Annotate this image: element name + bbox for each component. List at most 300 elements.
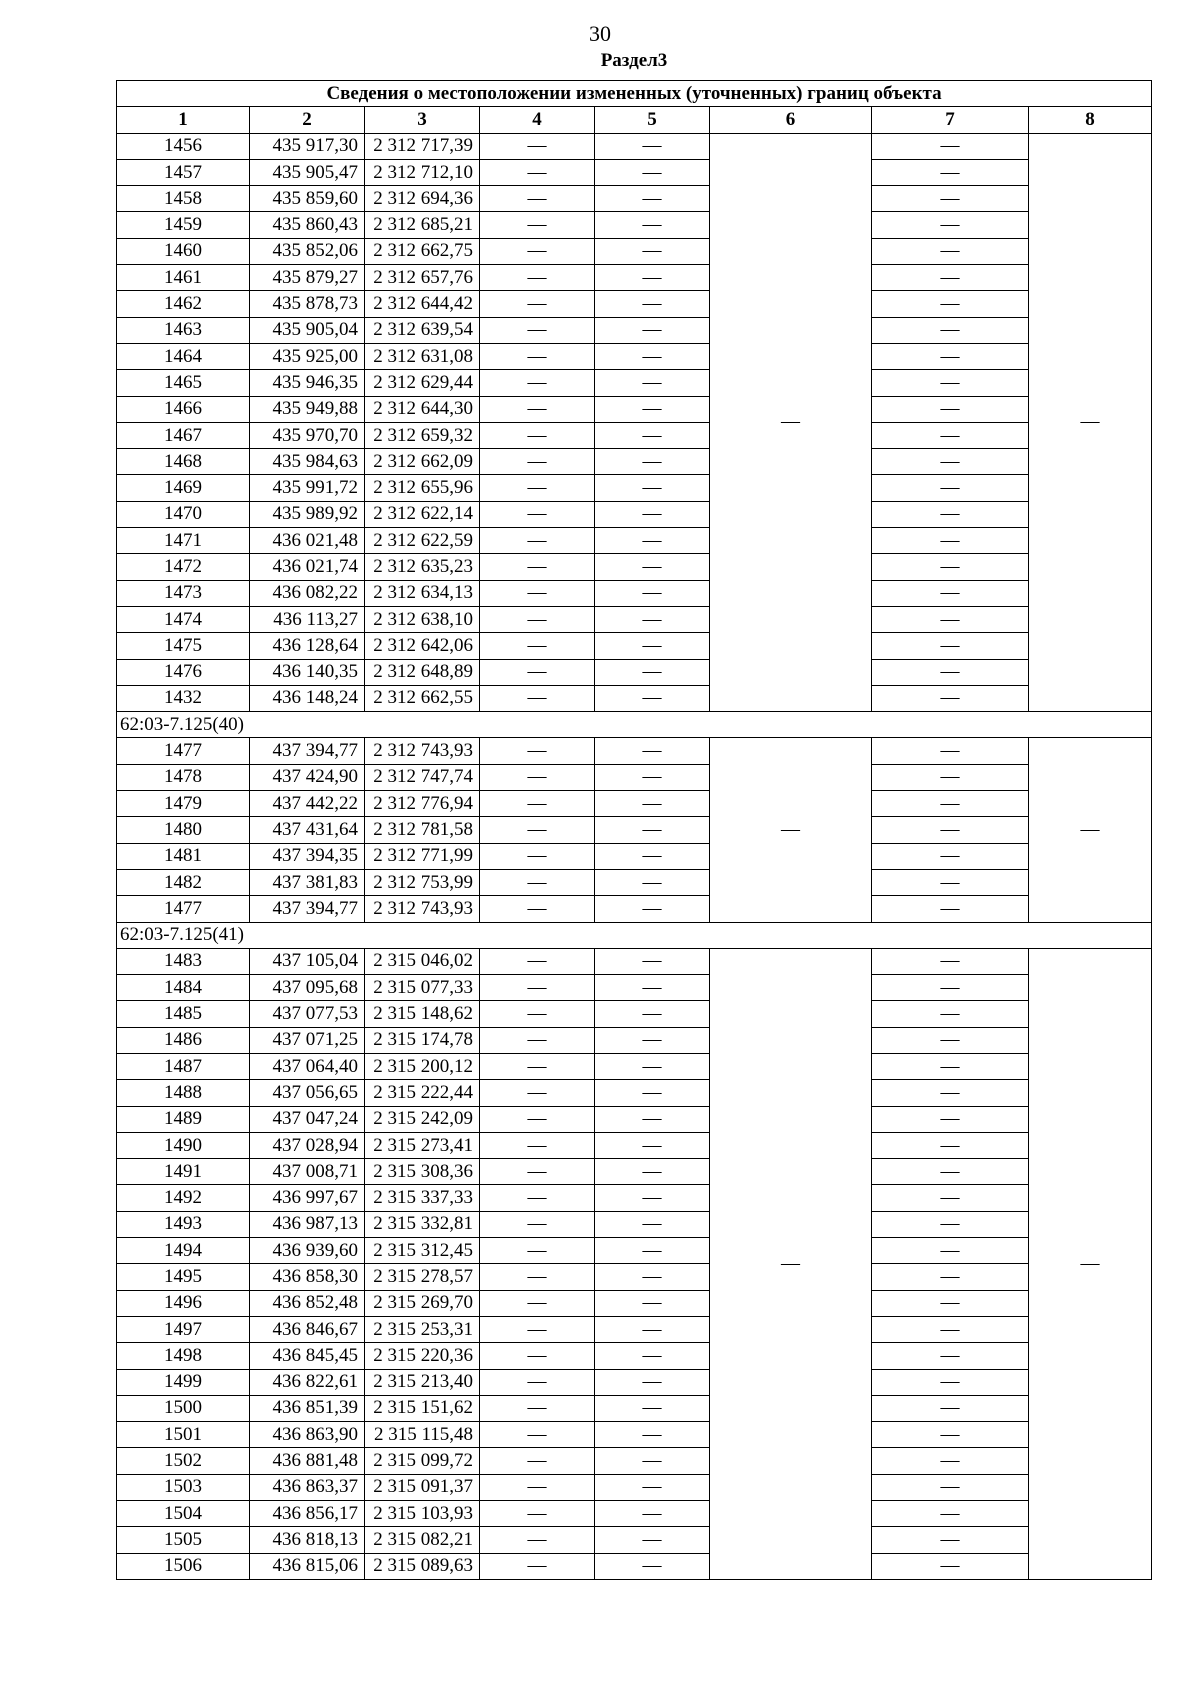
col7-dash-cell: — — [872, 764, 1029, 790]
coordinate-x-cell: 435 917,30 — [250, 133, 365, 159]
table-row — [117, 1422, 1152, 1448]
coordinate-y-cell: 2 315 312,45 — [365, 1238, 480, 1264]
coordinate-x-cell: 436 113,27 — [250, 606, 365, 632]
col7-dash-cell: — — [872, 1053, 1029, 1079]
col5-dash-cell: — — [595, 1211, 710, 1237]
col4-dash-cell: — — [480, 1001, 595, 1027]
col4-dash-cell: — — [480, 528, 595, 554]
coordinate-x-cell: 437 064,40 — [250, 1053, 365, 1079]
coordinate-x-cell: 436 881,48 — [250, 1448, 365, 1474]
col5-dash-cell: — — [595, 554, 710, 580]
point-number-cell: 1489 — [117, 1106, 250, 1132]
coordinate-x-cell: 436 818,13 — [250, 1527, 365, 1553]
col7-dash-cell: — — [872, 659, 1029, 685]
table-row — [117, 1080, 1152, 1106]
col7-dash-cell: — — [872, 1080, 1029, 1106]
coordinate-x-cell: 436 846,67 — [250, 1316, 365, 1342]
column-header-3: 3 — [365, 107, 480, 133]
col4-dash-cell: — — [480, 1132, 595, 1158]
coordinate-y-cell: 2 315 308,36 — [365, 1159, 480, 1185]
coordinate-y-cell: 2 312 662,55 — [365, 685, 480, 711]
col7-dash-cell: — — [872, 475, 1029, 501]
coordinate-y-cell: 2 312 648,89 — [365, 659, 480, 685]
point-number-cell: 1432 — [117, 685, 250, 711]
col4-dash-cell: — — [480, 975, 595, 1001]
point-number-cell: 1469 — [117, 475, 250, 501]
col4-dash-cell: — — [480, 1159, 595, 1185]
col4-dash-cell: — — [480, 212, 595, 238]
col4-dash-cell: — — [480, 1053, 595, 1079]
point-number-cell: 1471 — [117, 528, 250, 554]
col5-dash-cell: — — [595, 396, 710, 422]
col4-dash-cell: — — [480, 291, 595, 317]
col7-dash-cell: — — [872, 1106, 1029, 1132]
col5-dash-cell: — — [595, 1027, 710, 1053]
col7-dash-cell: — — [872, 396, 1029, 422]
point-number-cell: 1498 — [117, 1343, 250, 1369]
col5-dash-cell: — — [595, 896, 710, 922]
coordinate-y-cell: 2 315 174,78 — [365, 1027, 480, 1053]
coordinate-y-cell: 2 312 642,06 — [365, 633, 480, 659]
col8-merged-dash-cell: — — [1029, 738, 1152, 922]
col5-dash-cell: — — [595, 1316, 710, 1342]
table-row — [117, 1159, 1152, 1185]
col6-merged-dash-cell: — — [710, 133, 872, 712]
table-row — [117, 1132, 1152, 1158]
col7-dash-cell: — — [872, 449, 1029, 475]
coordinate-y-cell: 2 312 635,23 — [365, 554, 480, 580]
coordinate-x-cell: 435 925,00 — [250, 343, 365, 369]
col7-dash-cell: — — [872, 554, 1029, 580]
point-number-cell: 1506 — [117, 1553, 250, 1579]
col7-dash-cell: — — [872, 1501, 1029, 1527]
col5-dash-cell: — — [595, 764, 710, 790]
col4-dash-cell: — — [480, 1264, 595, 1290]
col7-dash-cell: — — [872, 212, 1029, 238]
table-row — [117, 1527, 1152, 1553]
coordinate-x-cell: 436 863,90 — [250, 1422, 365, 1448]
col7-dash-cell: — — [872, 1027, 1029, 1053]
col5-dash-cell: — — [595, 1264, 710, 1290]
point-number-cell: 1499 — [117, 1369, 250, 1395]
table-row — [117, 580, 1152, 606]
table-row — [117, 869, 1152, 895]
col5-dash-cell: — — [595, 606, 710, 632]
coordinate-y-cell: 2 315 077,33 — [365, 975, 480, 1001]
coordinate-y-cell: 2 315 046,02 — [365, 948, 480, 974]
col4-dash-cell: — — [480, 1106, 595, 1132]
point-number-cell: 1494 — [117, 1238, 250, 1264]
coordinate-y-cell: 2 315 332,81 — [365, 1211, 480, 1237]
point-number-cell: 1481 — [117, 843, 250, 869]
col5-dash-cell: — — [595, 291, 710, 317]
col5-dash-cell: — — [595, 501, 710, 527]
table-row — [117, 291, 1152, 317]
col7-dash-cell: — — [872, 370, 1029, 396]
table-row — [117, 791, 1152, 817]
coordinate-x-cell: 435 991,72 — [250, 475, 365, 501]
col4-dash-cell: — — [480, 396, 595, 422]
point-number-cell: 1480 — [117, 817, 250, 843]
point-number-cell: 1496 — [117, 1290, 250, 1316]
col5-dash-cell: — — [595, 1080, 710, 1106]
col7-dash-cell: — — [872, 1422, 1029, 1448]
col4-dash-cell: — — [480, 685, 595, 711]
col4-dash-cell: — — [480, 1527, 595, 1553]
col5-dash-cell: — — [595, 1474, 710, 1500]
point-number-cell: 1497 — [117, 1316, 250, 1342]
col4-dash-cell: — — [480, 1474, 595, 1500]
table-row — [117, 1001, 1152, 1027]
table-row — [117, 186, 1152, 212]
coordinate-x-cell: 437 008,71 — [250, 1159, 365, 1185]
point-number-cell: 1470 — [117, 501, 250, 527]
coordinate-y-cell: 2 312 753,99 — [365, 869, 480, 895]
col5-dash-cell: — — [595, 659, 710, 685]
coordinate-y-cell: 2 315 278,57 — [365, 1264, 480, 1290]
point-number-cell: 1483 — [117, 948, 250, 974]
col5-dash-cell: — — [595, 1106, 710, 1132]
point-number-cell: 1495 — [117, 1264, 250, 1290]
table-row — [117, 370, 1152, 396]
col7-dash-cell: — — [872, 1132, 1029, 1158]
coordinate-x-cell: 436 856,17 — [250, 1501, 365, 1527]
point-number-cell: 1468 — [117, 449, 250, 475]
col4-dash-cell: — — [480, 843, 595, 869]
table-row — [117, 317, 1152, 343]
page-number: 30 — [589, 21, 611, 46]
col5-dash-cell: — — [595, 1343, 710, 1369]
table-row — [117, 1343, 1152, 1369]
col5-dash-cell: — — [595, 1369, 710, 1395]
coordinate-x-cell: 437 442,22 — [250, 791, 365, 817]
table-row — [117, 685, 1152, 711]
point-number-cell: 1475 — [117, 633, 250, 659]
col5-dash-cell: — — [595, 133, 710, 159]
coordinate-y-cell: 2 312 743,93 — [365, 738, 480, 764]
col7-dash-cell: — — [872, 1001, 1029, 1027]
coordinate-x-cell: 435 878,73 — [250, 291, 365, 317]
coordinate-x-cell: 435 989,92 — [250, 501, 365, 527]
col7-dash-cell: — — [872, 1474, 1029, 1500]
col4-dash-cell: — — [480, 659, 595, 685]
column-header-2: 2 — [250, 107, 365, 133]
col4-dash-cell: — — [480, 554, 595, 580]
table-row — [117, 764, 1152, 790]
coordinate-y-cell: 2 312 712,10 — [365, 159, 480, 185]
col5-dash-cell: — — [595, 343, 710, 369]
table-row — [117, 1474, 1152, 1500]
point-number-cell: 1459 — [117, 212, 250, 238]
table-row — [117, 1053, 1152, 1079]
col7-dash-cell: — — [872, 948, 1029, 974]
table-row — [117, 633, 1152, 659]
col7-dash-cell: — — [872, 896, 1029, 922]
point-number-cell: 1505 — [117, 1527, 250, 1553]
col5-dash-cell: — — [595, 791, 710, 817]
coordinate-y-cell: 2 312 638,10 — [365, 606, 480, 632]
col5-dash-cell: — — [595, 1290, 710, 1316]
col7-dash-cell: — — [872, 1527, 1029, 1553]
table-row — [117, 343, 1152, 369]
col7-dash-cell: — — [872, 422, 1029, 448]
column-header-5: 5 — [595, 107, 710, 133]
col5-dash-cell: — — [595, 1132, 710, 1158]
col4-dash-cell: — — [480, 1501, 595, 1527]
col5-dash-cell: — — [595, 238, 710, 264]
col7-dash-cell: — — [872, 1211, 1029, 1237]
coordinate-y-cell: 2 312 771,99 — [365, 843, 480, 869]
column-header-8: 8 — [1029, 107, 1152, 133]
col4-dash-cell: — — [480, 501, 595, 527]
col5-dash-cell: — — [595, 475, 710, 501]
col7-dash-cell: — — [872, 528, 1029, 554]
col6-merged-dash-cell: — — [710, 948, 872, 1579]
col6-merged-dash-cell: — — [710, 738, 872, 922]
col7-dash-cell: — — [872, 343, 1029, 369]
point-number-cell: 1461 — [117, 265, 250, 291]
point-number-cell: 1456 — [117, 133, 250, 159]
coordinate-y-cell: 2 312 622,14 — [365, 501, 480, 527]
col4-dash-cell: — — [480, 238, 595, 264]
point-number-cell: 1465 — [117, 370, 250, 396]
col5-dash-cell: — — [595, 738, 710, 764]
coordinate-x-cell: 437 431,64 — [250, 817, 365, 843]
col5-dash-cell: — — [595, 1527, 710, 1553]
col4-dash-cell: — — [480, 817, 595, 843]
col4-dash-cell: — — [480, 1080, 595, 1106]
table-row — [117, 501, 1152, 527]
coordinate-x-cell: 435 860,43 — [250, 212, 365, 238]
coordinate-y-cell: 2 315 213,40 — [365, 1369, 480, 1395]
col4-dash-cell: — — [480, 1369, 595, 1395]
col5-dash-cell: — — [595, 528, 710, 554]
point-number-cell: 1502 — [117, 1448, 250, 1474]
coordinate-x-cell: 435 905,04 — [250, 317, 365, 343]
col4-dash-cell: — — [480, 186, 595, 212]
table-row — [117, 422, 1152, 448]
coordinate-x-cell: 436 822,61 — [250, 1369, 365, 1395]
col7-dash-cell: — — [872, 843, 1029, 869]
col5-dash-cell: — — [595, 265, 710, 291]
col4-dash-cell: — — [480, 343, 595, 369]
coordinate-y-cell: 2 312 694,36 — [365, 186, 480, 212]
group-label: 62:03-7.125(41) — [117, 922, 1152, 948]
col5-dash-cell: — — [595, 685, 710, 711]
coordinate-y-cell: 2 312 644,30 — [365, 396, 480, 422]
col4-dash-cell: — — [480, 764, 595, 790]
coordinate-x-cell: 437 394,77 — [250, 738, 365, 764]
col5-dash-cell: — — [595, 212, 710, 238]
col7-dash-cell: — — [872, 975, 1029, 1001]
col8-merged-dash-cell: — — [1029, 948, 1152, 1579]
point-number-cell: 1503 — [117, 1474, 250, 1500]
col7-dash-cell: — — [872, 606, 1029, 632]
point-number-cell: 1493 — [117, 1211, 250, 1237]
col7-dash-cell: — — [872, 1159, 1029, 1185]
boundary-coordinates-table — [116, 80, 1152, 1580]
col4-dash-cell: — — [480, 1238, 595, 1264]
table-row — [117, 659, 1152, 685]
col5-dash-cell: — — [595, 843, 710, 869]
table-row — [117, 238, 1152, 264]
coordinate-x-cell: 437 381,83 — [250, 869, 365, 895]
col4-dash-cell: — — [480, 1027, 595, 1053]
table-row — [117, 1395, 1152, 1421]
point-number-cell: 1457 — [117, 159, 250, 185]
column-header-4: 4 — [480, 107, 595, 133]
coordinate-y-cell: 2 312 629,44 — [365, 370, 480, 396]
col7-dash-cell: — — [872, 1290, 1029, 1316]
table-row — [117, 1027, 1152, 1053]
coordinate-x-cell: 435 984,63 — [250, 449, 365, 475]
section-title: Раздел3 — [600, 50, 668, 71]
col4-dash-cell: — — [480, 265, 595, 291]
point-number-cell: 1477 — [117, 738, 250, 764]
col7-dash-cell: — — [872, 291, 1029, 317]
coordinate-x-cell: 436 997,67 — [250, 1185, 365, 1211]
coordinate-x-cell: 435 949,88 — [250, 396, 365, 422]
table-row — [117, 606, 1152, 632]
col4-dash-cell: — — [480, 475, 595, 501]
table-row — [117, 1185, 1152, 1211]
point-number-cell: 1463 — [117, 317, 250, 343]
col4-dash-cell: — — [480, 133, 595, 159]
point-number-cell: 1478 — [117, 764, 250, 790]
coordinate-y-cell: 2 312 685,21 — [365, 212, 480, 238]
col7-dash-cell: — — [872, 238, 1029, 264]
table-row — [117, 1316, 1152, 1342]
table-row — [117, 1211, 1152, 1237]
coordinate-x-cell: 436 845,45 — [250, 1343, 365, 1369]
point-number-cell: 1464 — [117, 343, 250, 369]
col5-dash-cell: — — [595, 975, 710, 1001]
coordinate-x-cell: 435 970,70 — [250, 422, 365, 448]
coordinate-y-cell: 2 315 091,37 — [365, 1474, 480, 1500]
col5-dash-cell: — — [595, 1422, 710, 1448]
col4-dash-cell: — — [480, 1316, 595, 1342]
coordinate-y-cell: 2 312 639,54 — [365, 317, 480, 343]
col5-dash-cell: — — [595, 948, 710, 974]
col5-dash-cell: — — [595, 1395, 710, 1421]
col5-dash-cell: — — [595, 1238, 710, 1264]
coordinate-x-cell: 437 047,24 — [250, 1106, 365, 1132]
coordinate-x-cell: 436 858,30 — [250, 1264, 365, 1290]
group-label-row — [117, 922, 1152, 948]
coordinate-x-cell: 436 021,48 — [250, 528, 365, 554]
coordinate-x-cell: 436 082,22 — [250, 580, 365, 606]
table-row — [117, 133, 1152, 159]
col7-dash-cell: — — [872, 869, 1029, 895]
coordinate-x-cell: 437 394,77 — [250, 896, 365, 922]
table-row — [117, 1238, 1152, 1264]
coordinate-x-cell: 436 863,37 — [250, 1474, 365, 1500]
coordinate-x-cell: 435 852,06 — [250, 238, 365, 264]
coordinate-x-cell: 435 879,27 — [250, 265, 365, 291]
col7-dash-cell: — — [872, 1238, 1029, 1264]
table-row — [117, 975, 1152, 1001]
coordinate-x-cell: 437 105,04 — [250, 948, 365, 974]
col5-dash-cell: — — [595, 1159, 710, 1185]
coordinate-x-cell: 435 859,60 — [250, 186, 365, 212]
col4-dash-cell: — — [480, 869, 595, 895]
coordinate-y-cell: 2 315 151,62 — [365, 1395, 480, 1421]
coordinate-y-cell: 2 312 747,74 — [365, 764, 480, 790]
col4-dash-cell: — — [480, 317, 595, 343]
coordinate-y-cell: 2 315 148,62 — [365, 1001, 480, 1027]
col7-dash-cell: — — [872, 1185, 1029, 1211]
col7-dash-cell: — — [872, 580, 1029, 606]
coordinate-y-cell: 2 315 269,70 — [365, 1290, 480, 1316]
coordinate-y-cell: 2 312 655,96 — [365, 475, 480, 501]
point-number-cell: 1482 — [117, 869, 250, 895]
table-row — [117, 1290, 1152, 1316]
coordinate-y-cell: 2 312 659,32 — [365, 422, 480, 448]
col4-dash-cell: — — [480, 580, 595, 606]
col7-dash-cell: — — [872, 159, 1029, 185]
table-row — [117, 265, 1152, 291]
point-number-cell: 1504 — [117, 1501, 250, 1527]
coordinate-y-cell: 2 315 115,48 — [365, 1422, 480, 1448]
coordinate-y-cell: 2 312 622,59 — [365, 528, 480, 554]
coordinate-x-cell: 436 140,35 — [250, 659, 365, 685]
point-number-cell: 1473 — [117, 580, 250, 606]
col5-dash-cell: — — [595, 317, 710, 343]
coordinate-y-cell: 2 315 273,41 — [365, 1132, 480, 1158]
point-number-cell: 1474 — [117, 606, 250, 632]
col7-dash-cell: — — [872, 133, 1029, 159]
point-number-cell: 1485 — [117, 1001, 250, 1027]
coordinate-x-cell: 437 424,90 — [250, 764, 365, 790]
point-number-cell: 1501 — [117, 1422, 250, 1448]
col4-dash-cell: — — [480, 896, 595, 922]
col4-dash-cell: — — [480, 422, 595, 448]
point-number-cell: 1476 — [117, 659, 250, 685]
col5-dash-cell: — — [595, 633, 710, 659]
col4-dash-cell: — — [480, 1448, 595, 1474]
coordinate-y-cell: 2 312 781,58 — [365, 817, 480, 843]
coordinate-x-cell: 435 905,47 — [250, 159, 365, 185]
point-number-cell: 1458 — [117, 186, 250, 212]
table-row — [117, 475, 1152, 501]
col7-dash-cell: — — [872, 1395, 1029, 1421]
coordinate-x-cell: 436 128,64 — [250, 633, 365, 659]
point-number-cell: 1500 — [117, 1395, 250, 1421]
col5-dash-cell: — — [595, 186, 710, 212]
col5-dash-cell: — — [595, 449, 710, 475]
coordinate-x-cell: 437 056,65 — [250, 1080, 365, 1106]
col5-dash-cell: — — [595, 1001, 710, 1027]
coordinate-y-cell: 2 315 082,21 — [365, 1527, 480, 1553]
col7-dash-cell: — — [872, 1448, 1029, 1474]
coordinate-y-cell: 2 312 644,42 — [365, 291, 480, 317]
point-number-cell: 1487 — [117, 1053, 250, 1079]
col5-dash-cell: — — [595, 1501, 710, 1527]
coordinate-y-cell: 2 312 634,13 — [365, 580, 480, 606]
coordinate-y-cell: 2 312 662,75 — [365, 238, 480, 264]
col5-dash-cell: — — [595, 159, 710, 185]
col5-dash-cell: — — [595, 1185, 710, 1211]
coordinate-x-cell: 436 021,74 — [250, 554, 365, 580]
point-number-cell: 1486 — [117, 1027, 250, 1053]
col4-dash-cell: — — [480, 1343, 595, 1369]
table-row — [117, 896, 1152, 922]
table-row — [117, 1106, 1152, 1132]
coordinate-x-cell: 436 851,39 — [250, 1395, 365, 1421]
col5-dash-cell: — — [595, 1448, 710, 1474]
coordinate-y-cell: 2 312 743,93 — [365, 896, 480, 922]
coordinate-y-cell: 2 312 631,08 — [365, 343, 480, 369]
